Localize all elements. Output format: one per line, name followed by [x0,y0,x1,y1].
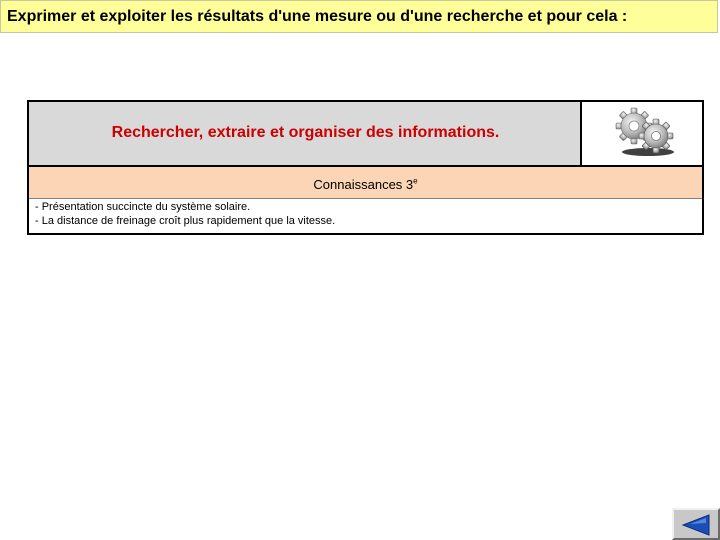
card-title-cell [29,102,582,165]
previous-slide-button[interactable] [672,508,720,540]
list-item: - La distance de freinage croît plus rapidement que la vitesse. [35,215,336,227]
knowledge-list [29,199,702,233]
card-title: Rechercher, extraire et organiser des informations. [111,124,500,141]
list-item: - Présentation succincte du système solaire. [35,201,251,213]
skill-card [27,100,704,235]
knowledge-label-text: Connaissances 3 [313,177,414,192]
knowledge-header [29,165,702,199]
header-bar [0,0,718,33]
gears-icon [610,106,680,158]
card-top-row [29,102,702,165]
previous-slide-icon [681,514,711,536]
page-title: Exprimer et exploiter les résultats d'une mesure ou d'une recherche et pour cela : [7,8,628,25]
knowledge-label [29,177,702,192]
card-icon-cell [582,102,702,165]
knowledge-label-superscript: e [413,176,418,186]
